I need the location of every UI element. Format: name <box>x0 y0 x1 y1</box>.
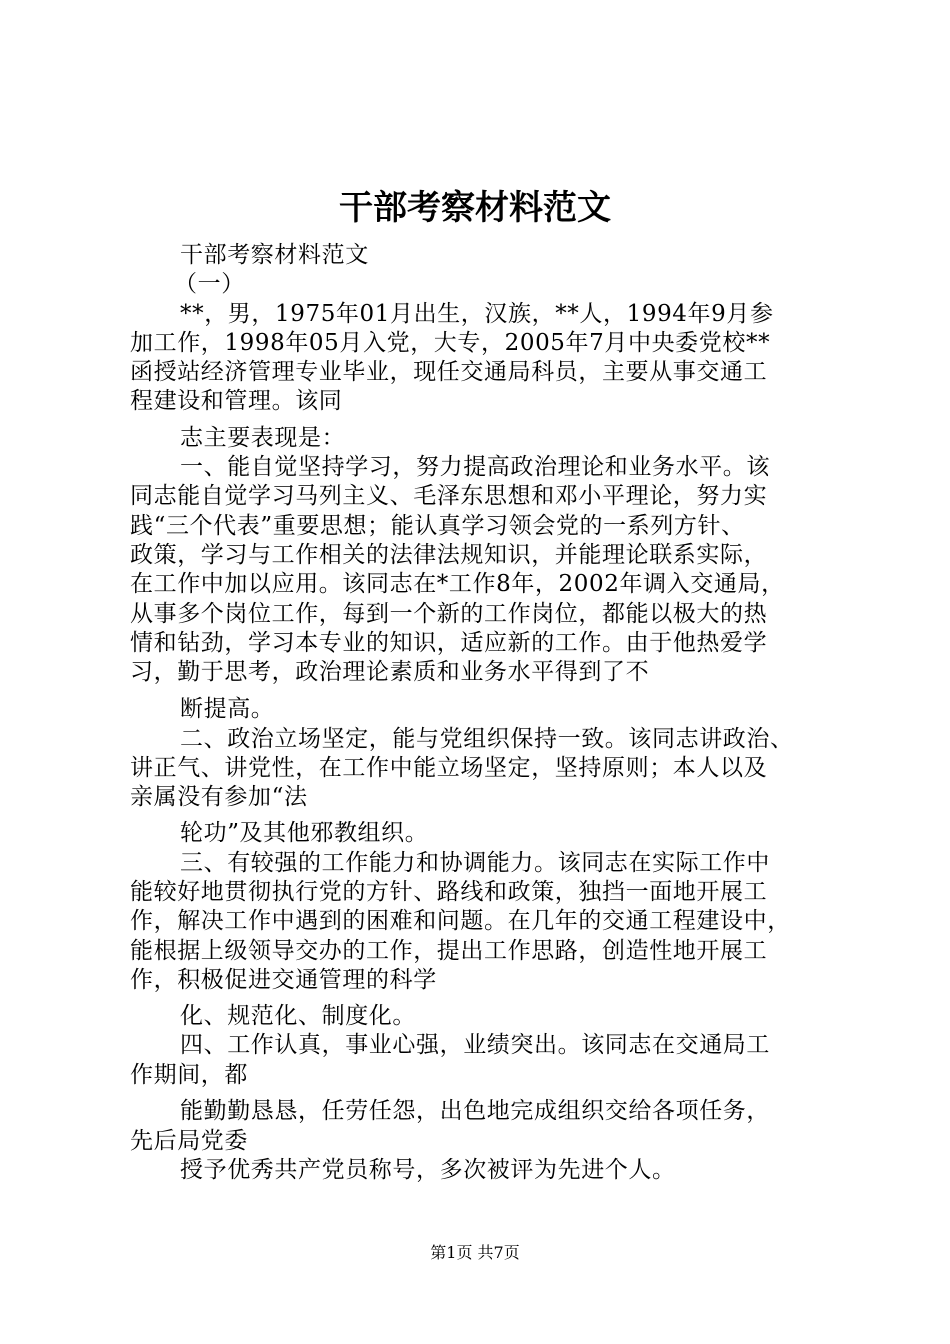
body-line: 作期间，都 <box>130 1062 248 1088</box>
body-line: 断提高。 <box>180 696 275 722</box>
body-line: 志主要表现是： <box>180 425 346 451</box>
body-line: 能较好地贯彻执行党的方针、路线和政策，独挡一面地开展工 <box>130 879 768 905</box>
body-line: 亲属没有参加“法 <box>130 784 308 810</box>
body-line: （一） <box>174 271 245 297</box>
body-line: 轮功”及其他邪教组织。 <box>180 820 429 846</box>
body-line: 二、政治立场坚定，能与党组织保持一致。该同志讲政治、 <box>180 726 794 752</box>
body-line: 化、规范化、制度化。 <box>180 1003 416 1029</box>
body-line: 程建设和管理。该同 <box>130 388 343 414</box>
body-line: 讲正气、讲党性，在工作中能立场坚定，坚持原则；本人以及 <box>130 755 768 781</box>
body-line: 政策，学习与工作相关的法律法规知识，并能理论联系实际， <box>130 542 768 568</box>
body-line: 能勤勤恳恳，任劳任怨，出色地完成组织交给各项任务， <box>180 1098 770 1124</box>
body-line: 一、能自觉坚持学习，努力提高政治理论和业务水平。该 <box>180 454 770 480</box>
body-line: 在工作中加以应用。该同志在*工作8年，2002年调入交通局， <box>130 571 785 597</box>
body-line: 情和钻劲，学习本专业的知识，适应新的工作。由于他热爱学 <box>130 630 768 656</box>
body-line: 作，积极促进交通管理的科学 <box>130 967 437 993</box>
body-line: 干部考察材料范文 <box>180 242 369 268</box>
body-line: 加工作，1998年05月入党，大专，2005年7月中央委党校** <box>130 330 771 356</box>
body-line: 四、工作认真，事业心强，业绩突出。该同志在交通局工 <box>180 1032 770 1058</box>
body-line: 函授站经济管理专业毕业，现任交通局科员，主要从事交通工 <box>130 359 768 385</box>
body-line: 同志能自觉学习马列主义、毛泽东思想和邓小平理论，努力实 <box>130 483 768 509</box>
body-line: 习，勤于思考，政治理论素质和业务水平得到了不 <box>130 659 650 685</box>
body-line: 授予优秀共产党员称号，多次被评为先进个人。 <box>180 1157 676 1183</box>
body-line: 能根据上级领导交办的工作，提出工作思路，创造性地开展工 <box>130 938 768 964</box>
body-line: 践“三个代表”重要思想；能认真学习领会党的一系列方针、 <box>130 513 745 539</box>
body-line: 作，解决工作中遇到的困难和问题。在几年的交通工程建设中， <box>130 908 791 934</box>
body-line: **，男，1975年01月出生，汉族，**人，1994年9月参 <box>180 301 774 327</box>
page-footer: 第1页 共7页 <box>430 1243 520 1262</box>
body-line: 从事多个岗位工作，每到一个新的工作岗位，都能以极大的热 <box>130 601 768 627</box>
body-line: 三、有较强的工作能力和协调能力。该同志在实际工作中 <box>180 850 770 876</box>
body-line: 先后局党委 <box>130 1128 248 1154</box>
document-title: 干部考察材料范文 <box>339 188 611 228</box>
